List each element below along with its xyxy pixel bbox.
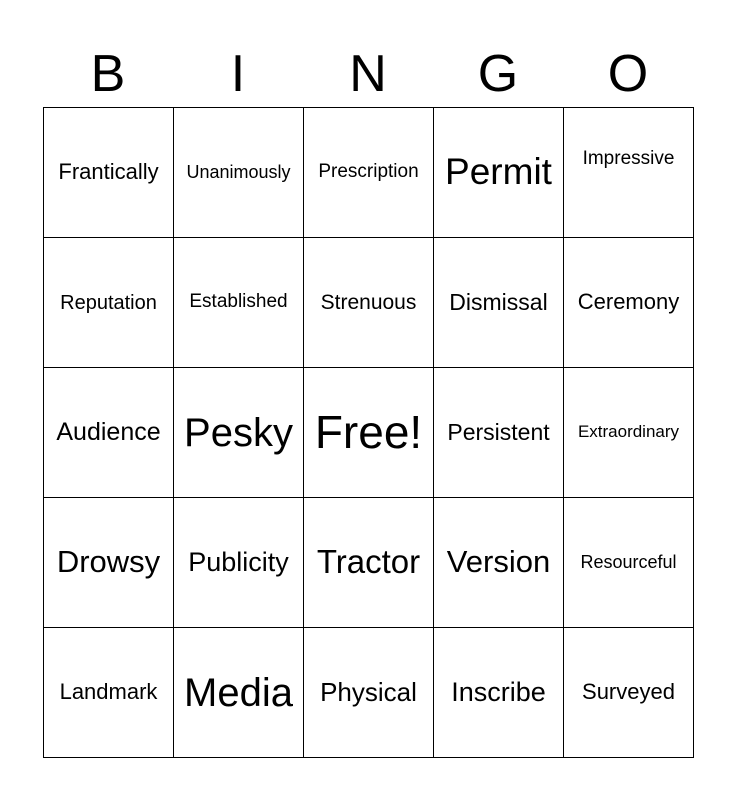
bingo-header <box>43 40 693 106</box>
bingo-cell-word: Ceremony <box>577 289 680 315</box>
bingo-cell-word: Publicity <box>188 546 289 577</box>
bingo-cell-word: Media <box>184 670 293 715</box>
bingo-cell-word: Drowsy <box>56 544 161 580</box>
bingo-cell[interactable] <box>304 108 434 238</box>
bingo-cell[interactable] <box>174 368 304 498</box>
bingo-cell-word: Persistent <box>447 418 550 445</box>
bingo-cell-word: Impressive <box>582 148 675 170</box>
bingo-cell[interactable] <box>304 628 434 758</box>
bingo-cell-word: Physical <box>320 677 417 708</box>
bingo-cell-word: Resourceful <box>580 551 677 572</box>
bingo-cell-word: Prescription <box>318 161 419 183</box>
bingo-cell[interactable] <box>564 498 694 628</box>
bingo-cell[interactable] <box>434 498 564 628</box>
bingo-cell[interactable] <box>564 238 694 368</box>
bingo-cell-word: Surveyed <box>582 679 675 705</box>
bingo-cell-word: Audience <box>56 417 161 446</box>
bingo-cell[interactable] <box>44 108 174 238</box>
bingo-cell[interactable] <box>44 238 174 368</box>
bingo-cell-word: Extraordinary <box>577 422 680 442</box>
header-letter-n: N <box>349 45 387 103</box>
header-letter-g: G <box>477 45 519 103</box>
bingo-cell[interactable] <box>174 498 304 628</box>
bingo-cell[interactable] <box>564 368 694 498</box>
bingo-cell[interactable] <box>44 498 174 628</box>
bingo-cell[interactable] <box>564 628 694 758</box>
bingo-cell-word: Version <box>446 544 551 580</box>
header-letter-o: O <box>607 45 649 103</box>
bingo-cell-word: Inscribe <box>451 676 546 707</box>
header-letter-i: I <box>230 45 246 103</box>
bingo-cell-word: Reputation <box>60 291 157 314</box>
bingo-cell-word: Tractor <box>316 543 421 581</box>
bingo-cell[interactable] <box>174 238 304 368</box>
bingo-cell[interactable] <box>174 108 304 238</box>
bingo-cell-word: Unanimously <box>186 161 291 182</box>
bingo-cell-word: Pesky <box>184 410 293 455</box>
bingo-cell-word: Strenuous <box>320 290 417 314</box>
bingo-cell-word: Dismissal <box>449 288 548 315</box>
bingo-cell[interactable] <box>304 498 434 628</box>
bingo-cell-word: Landmark <box>59 679 158 705</box>
bingo-cell[interactable] <box>304 368 434 498</box>
header-letter-b: B <box>90 45 126 103</box>
bingo-cell[interactable] <box>564 108 694 238</box>
bingo-grid <box>43 107 694 758</box>
bingo-cell[interactable] <box>434 108 564 238</box>
bingo-cell[interactable] <box>44 628 174 758</box>
bingo-cell-word: Frantically <box>58 159 159 185</box>
bingo-cell[interactable] <box>44 368 174 498</box>
bingo-cell[interactable] <box>304 238 434 368</box>
bingo-cell[interactable] <box>434 368 564 498</box>
bingo-cell[interactable] <box>174 628 304 758</box>
bingo-cell[interactable] <box>434 238 564 368</box>
bingo-cell-word: Free! <box>314 406 423 459</box>
bingo-cell[interactable] <box>434 628 564 758</box>
bingo-cell-word: Permit <box>445 151 552 193</box>
bingo-cell-word: Established <box>189 291 288 313</box>
